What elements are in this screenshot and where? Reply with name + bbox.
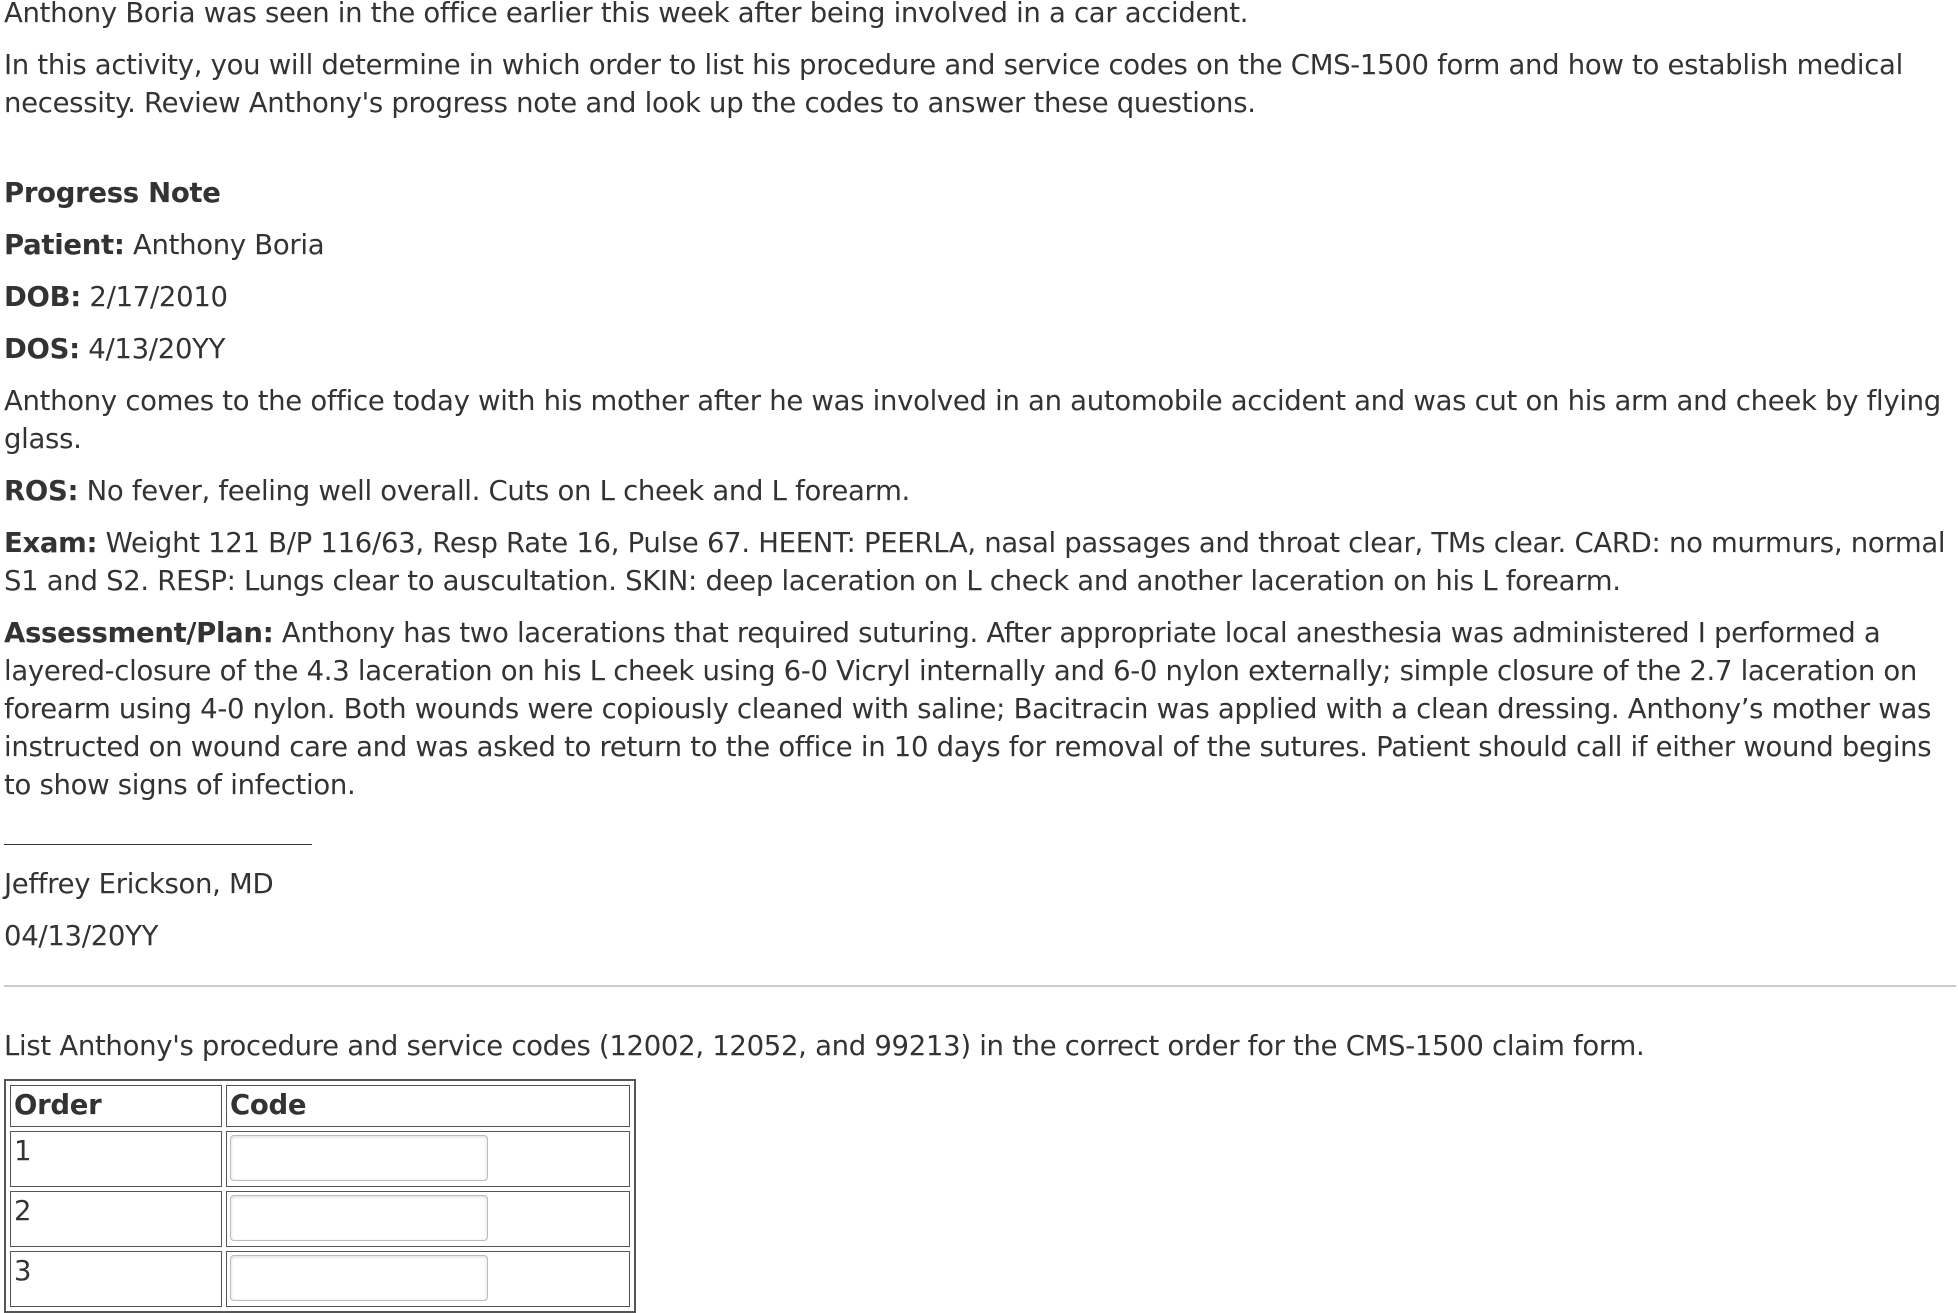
exam-value: Weight 121 B/P 116/63, Resp Rate 16, Pulse 67. HEENT: PEERLA, nasal passages and throat clear, TMs clear. CARD: no murmurs, normal S1 and S2. RESP: Lungs clear to auscultation. SKIN: deep laceration on L check and another laceration on his L forearm. — [4, 527, 1946, 597]
order-cell: 2 — [10, 1191, 222, 1247]
exam-label: Exam: — [4, 527, 98, 559]
assessment-plan-field — [4, 614, 1954, 804]
dos-field — [4, 330, 1954, 368]
table-row — [10, 1131, 630, 1187]
code-column-header: Code — [226, 1085, 630, 1127]
dob-value: 2/17/2010 — [80, 281, 228, 313]
order-cell: 1 — [10, 1131, 222, 1187]
order-cell: 3 — [10, 1251, 222, 1307]
code-cell — [226, 1251, 630, 1307]
dos-label: DOS: — [4, 333, 80, 365]
instructions-text: In this activity, you will determine in which order to list his procedure and service codes on the CMS-1500 form and how to establish medical necessity. Review Anthony's progress note and look up the codes to answer these questions. — [4, 49, 1903, 119]
intro-text: Anthony Boria was seen in the office earlier this week after being involved in a car accident. — [4, 0, 1249, 29]
exam-field — [4, 524, 1954, 600]
dob-field — [4, 278, 1954, 316]
assessment-plan-value: Anthony has two lacerations that required suturing. After appropriate local anesthesia was administered I performed a layered-closure of the 4.3 laceration on his L cheek using 6-0 Vicryl internally and 6-0 nylon externally; simple closure of the 2.7 laceration on forearm using 4-0 nylon. Both wounds were copiously cleaned with saline; Bacitracin was applied with a clean dressing. Anthony’s mother was instructed on wound care and was asked to return to the office in 10 days for removal of the sutures. Patient should call if either wound begins to show signs of infection. — [4, 617, 1932, 801]
ros-label: ROS: — [4, 475, 79, 507]
progress-note — [4, 174, 1954, 955]
signature-date: 04/13/20YY — [4, 920, 159, 952]
table-row — [10, 1191, 630, 1247]
assessment-plan-label: Assessment/Plan: — [4, 617, 274, 649]
question-prompt: List Anthony's procedure and service codes (12002, 12052, and 99213) in the correct order for the CMS-1500 claim form. — [4, 1030, 1645, 1062]
code-cell — [226, 1131, 630, 1187]
dos-value: 4/13/20YY — [79, 333, 226, 365]
section-divider — [4, 985, 1956, 987]
table-row — [10, 1251, 630, 1307]
ros-value: No fever, feeling well overall. Cuts on L cheek and L forearm. — [78, 475, 911, 507]
dob-label: DOB: — [4, 281, 81, 313]
signature-line — [4, 844, 312, 845]
progress-note-heading: Progress Note — [4, 177, 221, 209]
chief-complaint-text: Anthony comes to the office today with his mother after he was involved in an automobile accident and was cut on his arm and cheek by flying glass. — [4, 385, 1941, 455]
table-header-row — [10, 1085, 630, 1127]
patient-field — [4, 226, 1954, 264]
patient-label: Patient: — [4, 229, 125, 261]
code-cell — [226, 1191, 630, 1247]
order-column-header: Order — [10, 1085, 222, 1127]
patient-value: Anthony Boria — [124, 229, 325, 261]
physician-name: Jeffrey Erickson, MD — [4, 868, 274, 900]
code-input-2[interactable] — [230, 1195, 488, 1241]
code-order-table — [4, 1079, 636, 1313]
code-input-3[interactable] — [230, 1255, 488, 1301]
code-input-1[interactable] — [230, 1135, 488, 1181]
ros-field — [4, 472, 1954, 510]
